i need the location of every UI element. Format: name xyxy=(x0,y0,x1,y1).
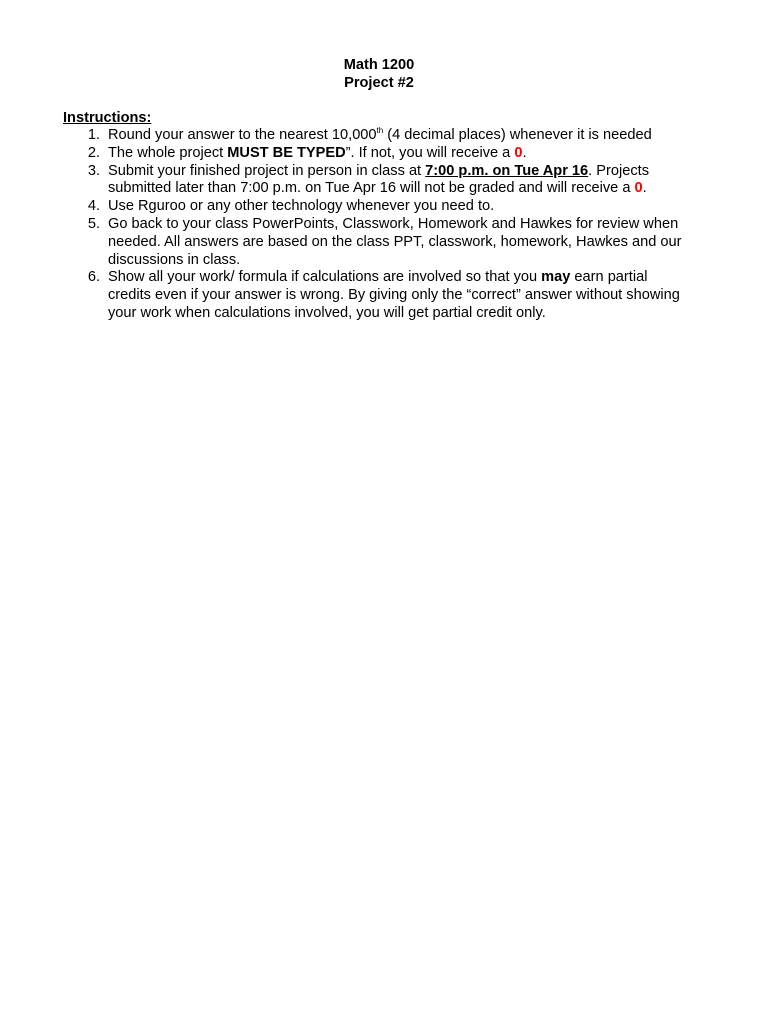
list-item xyxy=(0,145,768,163)
list-item xyxy=(0,198,768,216)
title-block xyxy=(0,56,758,92)
item-text: Go back to your class PowerPoints, Classwork, Homework and Hawkes for review when needed. All answers are based on the class PPT, classwork, homework, Hawkes and our discussions in class. xyxy=(108,215,682,268)
list-item xyxy=(0,269,768,322)
item-text-part: ”. If not, you will receive a xyxy=(345,144,515,161)
emphasis-bold: MUST BE TYPED xyxy=(227,144,346,161)
item-number: 4. xyxy=(87,198,100,215)
item-text xyxy=(108,269,693,322)
zero-grade-highlight: 0 xyxy=(514,144,523,161)
item-number: 3. xyxy=(87,162,100,179)
item-number: 1. xyxy=(87,127,100,143)
item-number: 5. xyxy=(87,215,100,232)
ordinal-superscript: th xyxy=(376,126,384,135)
item-number: 6. xyxy=(87,269,100,286)
item-number: 2. xyxy=(87,144,100,161)
emphasis-bold: may xyxy=(541,269,571,286)
zero-grade-highlight: 0 xyxy=(634,180,643,197)
project-title: Project #2 xyxy=(344,75,414,91)
item-text-part: . xyxy=(642,180,647,197)
instructions-heading: Instructions: xyxy=(63,110,152,126)
item-text-part: The whole project xyxy=(108,144,228,161)
list-item xyxy=(0,216,768,269)
instructions-list xyxy=(0,127,768,323)
course-title: Math 1200 xyxy=(343,57,415,73)
list-item xyxy=(0,163,768,199)
item-text xyxy=(108,127,693,145)
item-text-part: Round your answer to the nearest 10,000 xyxy=(108,127,377,143)
item-text-part: . xyxy=(522,144,527,161)
item-text-part: Show all your work/ formula if calculations are involved so that you xyxy=(108,269,542,286)
list-item xyxy=(0,127,768,145)
item-text-part: Submit your finished project in person in class at xyxy=(108,162,426,179)
item-text-part: earn partial credits even if your answer is wrong. By giving only the “correct” answer without showing your work when calculations involved, you will get partial credit only. xyxy=(108,269,680,321)
item-text-part: . Projects submitted later than 7:00 p.m. on Tue Apr 16 will not be graded and will receive a xyxy=(108,162,649,197)
item-text xyxy=(108,163,693,199)
item-text: Use Rguroo or any other technology whenever you need to. xyxy=(108,198,495,215)
deadline-highlight: 7:00 p.m. on Tue Apr 16 xyxy=(425,162,589,179)
item-text-part: (4 decimal places) whenever it is needed xyxy=(383,127,652,143)
item-text xyxy=(108,145,693,163)
